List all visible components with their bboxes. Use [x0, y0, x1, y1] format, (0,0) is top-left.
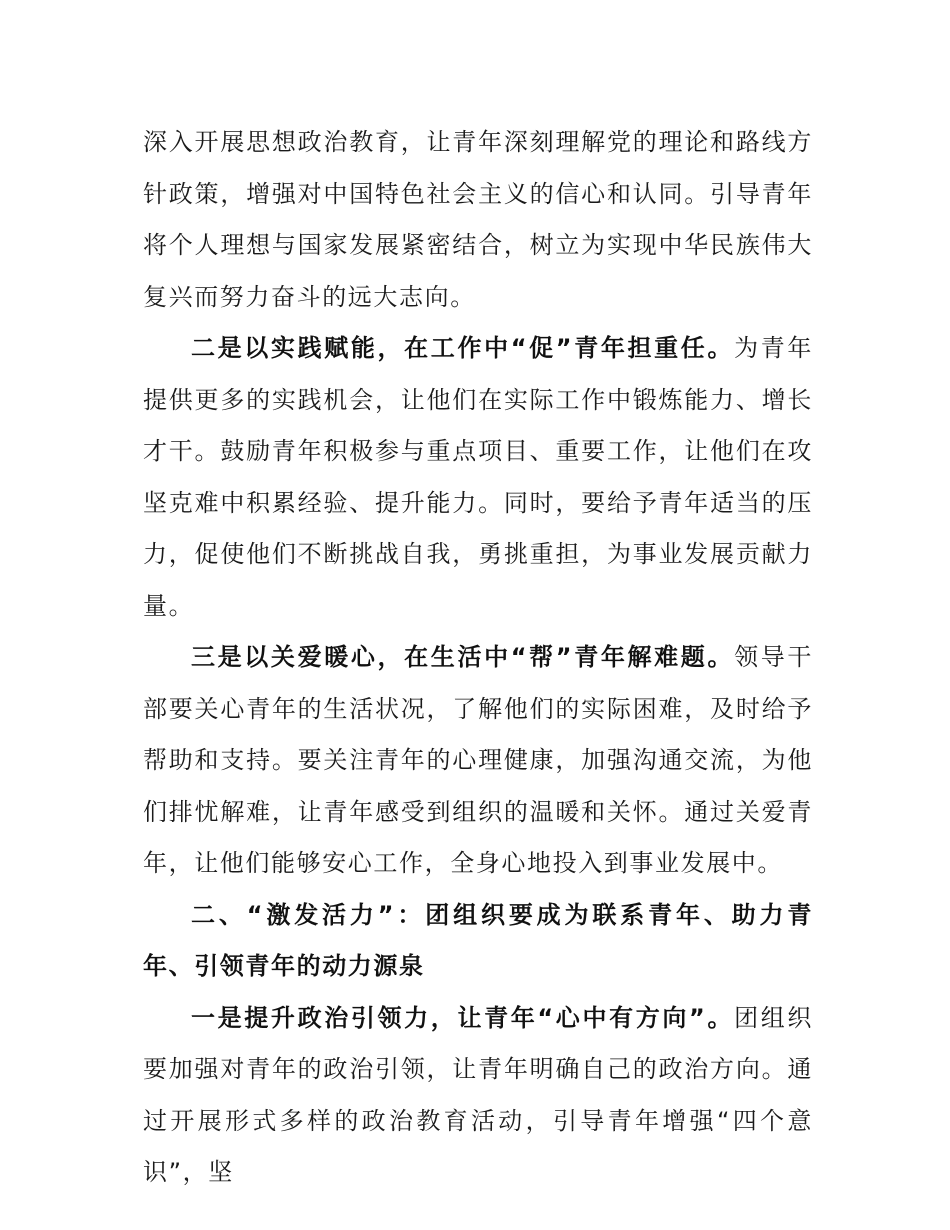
paragraph-practice	[143, 323, 813, 632]
paragraph-text: 团组织要加强对青年的政治引领，让青年明确自己的政治方向。通过开展形式多样的政治教育活动，引导青年增强“四个意识”，坚	[143, 1003, 813, 1186]
paragraph-text: 深入开展思想政治教育，让青年深刻理解党的理论和路线方针政策，增强对中国特色社会主义的信心和认同。引导青年将个人理想与国家发展紧密结合，树立为实现中华民族伟大复兴而努力奋斗的远大志向。	[143, 128, 813, 311]
section-heading-text: 二、“激发活力”：团组织要成为联系青年、助力青年、引领青年的动力源泉	[143, 900, 813, 980]
paragraph-text: 为青年提供更多的实践机会，让他们在实际工作中锻炼能力、增长才干。鼓励青年积极参与重点项目、重要工作，让他们在攻坚克难中积累经验、提升能力。同时，要给予青年适当的压力，促使他们不断挑战自我，勇挑重担，为事业发展贡献力量。	[143, 334, 813, 620]
paragraph-lead: 一是提升政治引领力，让青年“心中有方向”。	[191, 1003, 735, 1032]
paragraph-text: 领导干部要关心青年的生活状况，了解他们的实际困难，及时给予帮助和支持。要关注青年的心理健康，加强沟通交流，为他们排忧解难，让青年感受到组织的温暖和关怀。通过关爱青年，让他们能够安心工作，全身心地投入到事业发展中。	[143, 643, 813, 877]
document-body	[143, 117, 813, 1199]
paragraph-lead: 二是以实践赋能，在工作中“促”青年担重任。	[191, 334, 735, 362]
section-heading	[143, 890, 813, 993]
paragraph-care	[143, 632, 813, 890]
paragraph-lead: 三是以关爱暖心，在生活中“帮”青年解难题。	[191, 643, 735, 671]
paragraph-continuation	[143, 117, 813, 323]
paragraph-political-guidance	[143, 993, 813, 1199]
